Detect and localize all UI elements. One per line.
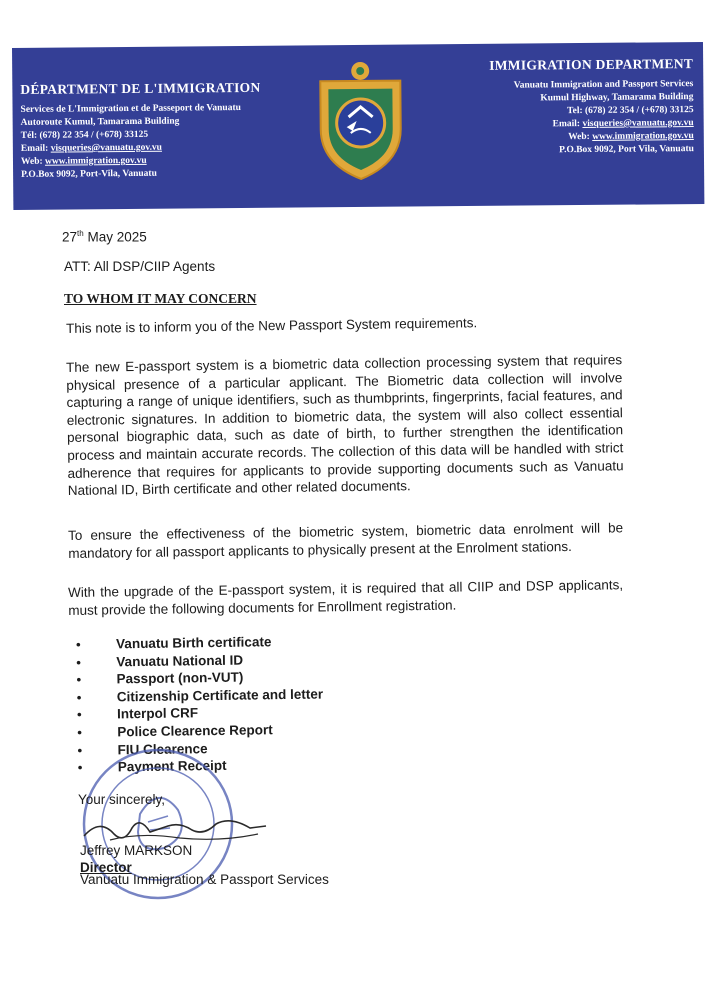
- list-item-text: Vanuatu Birth certificate: [116, 634, 272, 652]
- web-link[interactable]: www.immigration.gov.vu: [44, 155, 147, 167]
- letterhead-left-phone: Tél: (678) 22 354 / (+678) 33125: [20, 129, 149, 141]
- list-item-text: Passport (non-VUT): [116, 669, 244, 687]
- attention-line: ATT: All DSP/CIIP Agents: [64, 259, 216, 274]
- signer-office: Vanuatu Immigration & Passport Services: [80, 872, 329, 887]
- web-label: Web:: [568, 131, 590, 143]
- list-item-text: FIU Clearence: [117, 740, 208, 757]
- letterhead-left-line1: Services de L'Immigration et de Passeport de Vanuatu: [20, 103, 241, 115]
- letterhead-left-line2: Autoroute Kumul, Tamarama Building: [20, 116, 180, 128]
- paragraph-enrolment: To ensure the effectiveness of the biometric system, biometric data enrolment will be mandatory for all passport applicants to physically present at the Enrolment stations.: [68, 520, 624, 561]
- paragraph-biometric: The new E-passport system is a biometric data collection processing system that requires physical presence of a particular applicant. The Biometric data collection will involve capturing a range of unique identifiers, such as thumbprints, fingerprints, facial features, and electronic signatures. In addition to biometric data, the system will also collect essential personal biographic data, such as date of birth, to further strengthen the identification process and maintain accurate records. The collection of this data will be handled with strict adherence that requires for applicants to provide supporting documents such as Vanuatu National ID, Birth certificate and other related documents.: [66, 352, 624, 499]
- letterhead-left-po-box: P.O.Box 9092, Port-Vila, Vanuatu: [21, 168, 157, 180]
- letterhead-right-phone: Tel: (678) 22 354 / (+678) 33125: [567, 105, 694, 117]
- web-link[interactable]: www.immigration.gov.vu: [592, 131, 694, 142]
- immigration-emblem-icon: [312, 59, 409, 184]
- web-label: Web:: [20, 156, 43, 167]
- letter-heading: TO WHOM IT MAY CONCERN: [64, 291, 257, 306]
- letterhead-right-line1: Vanuatu Immigration and Passport Services: [513, 79, 694, 91]
- bullet: •: [77, 760, 83, 776]
- list-item-text: Vanuatu National ID: [116, 652, 244, 669]
- closing-salutation: Your sincerely,: [78, 792, 166, 807]
- paragraph-intro: This note is to inform you of the New Passport System requirements.: [66, 315, 478, 336]
- bullet: •: [76, 654, 82, 670]
- bullet: •: [77, 742, 83, 758]
- list-item-text: Payment Receipt: [117, 758, 227, 775]
- bullet: •: [76, 689, 82, 705]
- list-item-text: Police Clearence Report: [117, 722, 273, 740]
- letterhead-banner: [12, 42, 704, 210]
- letterhead-left: [20, 79, 311, 182]
- date-day: 27: [62, 229, 78, 245]
- signer-name: Jeffrey MARKSON: [80, 843, 193, 858]
- date-suffix: th: [77, 229, 84, 238]
- email-label: Email:: [20, 143, 49, 154]
- email-label: Email:: [552, 119, 581, 130]
- email-link[interactable]: visqueries@vanuatu.gov.vu: [582, 118, 694, 130]
- bullet: •: [76, 636, 81, 652]
- signer-role: Director: [80, 860, 132, 875]
- bullet: •: [77, 724, 83, 740]
- letterhead-right-po-box: P.O.Box 9092, Port Vila, Vanuatu: [559, 144, 694, 156]
- date-rest: May 2025: [83, 229, 147, 245]
- letterhead-left-title: DÉPARTMENT DE L'IMMIGRATION: [20, 79, 261, 97]
- letterhead-right-title: IMMIGRATION DEPARTMENT: [489, 56, 694, 73]
- email-link[interactable]: visqueries@vanuatu.gov.vu: [50, 142, 162, 154]
- list-item-text: Interpol CRF: [116, 705, 199, 722]
- letterhead-right: [423, 56, 694, 158]
- paragraph-requirements: With the upgrade of the E-passport system, it is required that all CIIP and DSP applicants, must provide the following documents for Enrollment registration.: [68, 577, 624, 618]
- list-item-text: Citizenship Certificate and letter: [116, 686, 324, 705]
- bullet: •: [76, 707, 82, 723]
- letterhead-right-line2: Kumul Highway, Tamarama Building: [540, 92, 694, 104]
- bullet: •: [76, 672, 82, 688]
- letter-date: [62, 225, 147, 247]
